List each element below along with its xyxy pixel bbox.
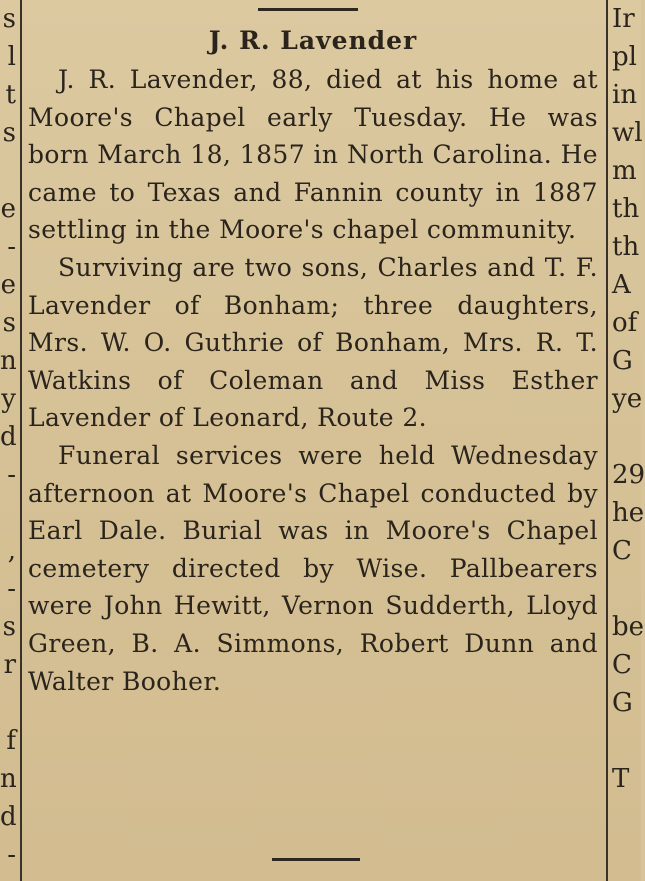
left-fragment: l bbox=[7, 42, 16, 72]
left-fragment: n bbox=[0, 764, 17, 794]
right-fragment bbox=[612, 570, 641, 608]
right-fragment: he bbox=[612, 498, 645, 528]
top-separator bbox=[258, 8, 358, 11]
right-fragment: of bbox=[612, 308, 638, 338]
left-fragment bbox=[0, 152, 20, 190]
right-fragment: 29 bbox=[612, 460, 645, 490]
left-fragment: s bbox=[2, 4, 16, 34]
right-fragment: A bbox=[612, 270, 631, 300]
right-fragment: ye bbox=[612, 384, 643, 414]
right-fragment: G bbox=[612, 346, 633, 376]
left-fragment: r bbox=[3, 650, 16, 680]
left-fragment: - bbox=[7, 840, 16, 870]
right-fragment: C bbox=[612, 650, 632, 680]
right-fragment: be bbox=[612, 612, 645, 642]
left-fragment: s bbox=[2, 308, 16, 338]
right-fragment: m bbox=[612, 156, 637, 186]
left-fragment: n bbox=[0, 346, 17, 376]
right-fragment: G bbox=[612, 688, 633, 718]
left-fragment: d bbox=[0, 802, 17, 832]
obituary-article bbox=[28, 26, 598, 700]
bottom-separator bbox=[272, 858, 360, 861]
article-paragraph-death: J. R. Lavender, 88, died at his home at Moore's Chapel early Tuesday. He was born March 18, 1857 in North Carolina. He came to Texas and Fannin county in 1887 settling in the Moore's chapel community. bbox=[28, 65, 598, 245]
right-fragment: th bbox=[612, 232, 640, 262]
right-column-rule bbox=[606, 0, 608, 881]
right-fragment bbox=[612, 418, 641, 456]
left-fragment: - bbox=[7, 574, 16, 604]
left-fragment: f bbox=[6, 726, 16, 756]
right-fragment: wl bbox=[612, 118, 643, 148]
article-headline: J. R. Lavender bbox=[208, 26, 418, 55]
left-column-fragments bbox=[0, 0, 20, 881]
left-column-rule bbox=[20, 0, 22, 881]
left-fragment bbox=[0, 494, 20, 532]
left-fragment: y bbox=[1, 384, 16, 414]
right-fragment: T bbox=[612, 764, 630, 794]
left-fragment: e bbox=[0, 270, 16, 300]
right-fragment bbox=[612, 836, 641, 874]
right-fragment: Ir bbox=[612, 4, 635, 34]
right-column-fragments bbox=[612, 0, 645, 881]
right-fragment bbox=[612, 798, 641, 836]
left-fragment: e bbox=[0, 194, 16, 224]
left-fragment: s bbox=[2, 612, 16, 642]
left-fragment: , bbox=[7, 536, 16, 566]
right-fragment: th bbox=[612, 194, 640, 224]
left-fragment: d bbox=[0, 422, 17, 452]
left-fragment: s bbox=[2, 118, 16, 148]
left-fragment bbox=[0, 684, 20, 722]
right-fragment: C bbox=[612, 536, 632, 566]
right-fragment: pl bbox=[612, 42, 637, 72]
right-fragment: in bbox=[612, 80, 638, 110]
article-paragraph-survivors: Surviving are two sons, Charles and T. F. Lavender of Bonham; three daughters, Mrs. W. O. Guthrie of Bonham, Mrs. R. T. Watkins of Coleman and Miss Esther Lavender of Leonard, Route 2. bbox=[28, 252, 598, 433]
article-paragraph-funeral: Funeral services were held Wednesday afternoon at Moore's Chapel conducted by Earl Dale. Burial was in Moore's Chapel cemetery directed by Wise. Pallbearers were John Hewitt, Vernon Sudderth, Lloyd Green, B. A. Simmons, Robert Dunn and Walter Booher. bbox=[28, 440, 598, 696]
left-fragment: - bbox=[7, 232, 16, 262]
left-fragment: t bbox=[5, 80, 16, 110]
right-fragment bbox=[612, 722, 641, 760]
left-fragment: - bbox=[7, 460, 16, 490]
